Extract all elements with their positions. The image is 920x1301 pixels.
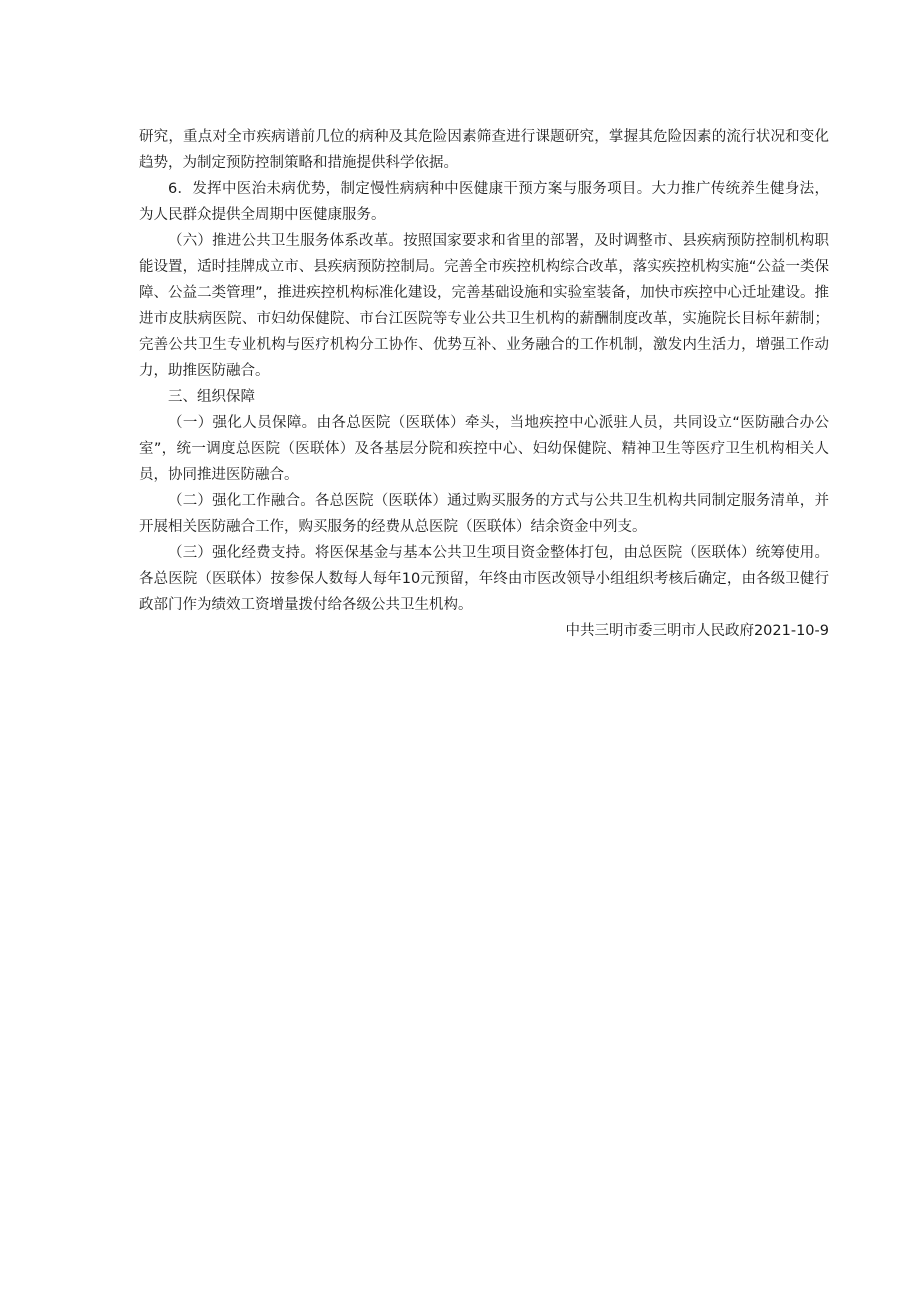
- document-signature: 中共三明市委三明市人民政府2021-10-9: [565, 623, 829, 639]
- paragraph-section-6-public-health-reform: （六）推进公共卫生服务体系改革。按照国家要求和省里的部署，及时调整市、县疾病预防控制机构职能设置，适时挂牌成立市、县疾病预防控制局。完善全市疾控机构综合改革，落实疾控机构实施“公益一类保障、公益二类管理”，推进疾控机构标准化建设，完善基础设施和实验室装备，加快市疾控中心迁址建设。推进市皮肤病医院、市妇幼保健院、市台江医院等专业公共卫生机构的薪酬制度改革，实施院长目标年薪制；完善公共卫生专业机构与医疗机构分工协作、优势互补、业务融合的工作机制，激发内生活力，增强工作动力，助推医防融合。: [139, 233, 829, 379]
- paragraph-guarantee-personnel: （一）强化人员保障。由各总医院（医联体）牵头，当地疾控中心派驻人员，共同设立“医防融合办公室”，统一调度总医院（医联体）及各基层分院和疾控中心、妇幼保健院、精神卫生等医疗卫生机构相关人员，协同推进医防融合。: [139, 415, 829, 483]
- paragraph-guarantee-funding: （三）强化经费支持。将医保基金与基本公共卫生项目资金整体打包，由总医院（医联体）统筹使用。各总医院（医联体）按参保人数每人每年10元预留，年终由市医改领导小组组织考核后确定，由各级卫健行政部门作为绩效工资增量拨付给各级公共卫生机构。: [139, 545, 829, 613]
- document-page: [139, 124, 829, 644]
- paragraph-research-continued: 研究，重点对全市疾病谱前几位的病种及其危险因素筛查进行课题研究，掌握其危险因素的流行状况和变化趋势，为制定预防控制策略和措施提供科学依据。: [139, 129, 829, 171]
- paragraph-item-6-tcm: 6．发挥中医治未病优势，制定慢性病病种中医健康干预方案与服务项目。大力推广传统养生健身法，为人民群众提供全周期中医健康服务。: [139, 181, 829, 223]
- paragraph-guarantee-work-integration: （二）强化工作融合。各总医院（医联体）通过购买服务的方式与公共卫生机构共同制定服务清单，并开展相关医防融合工作，购买服务的经费从总医院（医联体）结余资金中列支。: [139, 493, 829, 535]
- section-heading-organizational-guarantee: 三、组织保障: [168, 389, 255, 405]
